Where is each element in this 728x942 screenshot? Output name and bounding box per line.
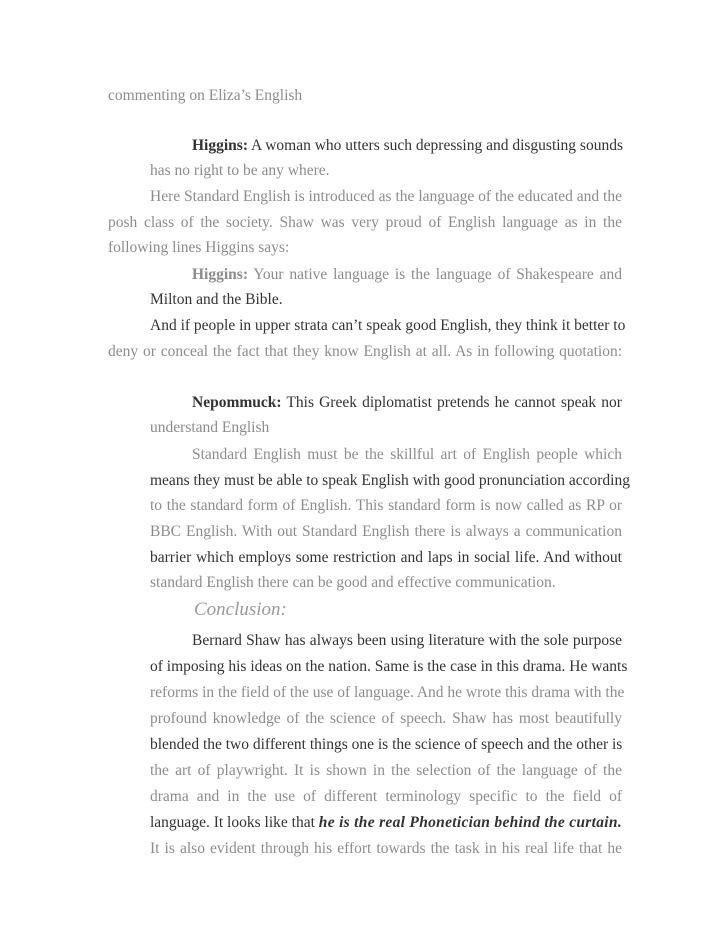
text-line: has no right to be any where. [150, 162, 330, 179]
text-line: commenting on Eliza’s English [108, 87, 303, 104]
quote-text: This Greek diplomatist pretends he cannot speak nor [286, 394, 622, 411]
text-line: Bernard Shaw has always been using literature with the sole purpose [192, 632, 622, 649]
text-line [150, 813, 622, 833]
text-line: reforms in the field of the use of language. And he wrote this drama with the [150, 684, 625, 701]
quote-text: Your native language is the language of Shakespeare and [253, 266, 622, 283]
speaker-name: Higgins: [192, 137, 248, 154]
text-line: the art of playwright. It is shown in the selection of the language of the [150, 762, 622, 779]
speaker-name: Nepommuck: [192, 394, 282, 411]
text-line: drama and in the use of different terminology specific to the field of [150, 788, 622, 805]
quote-line [192, 265, 622, 285]
speaker-name: Higgins: [192, 266, 248, 283]
text-line: deny or conceal the fact that they know English at all. As in following quotation: [108, 343, 622, 360]
text-line: Milton and the Bible. [150, 291, 283, 308]
text-line: following lines Higgins says: [108, 239, 290, 256]
text-line: of imposing his ideas on the nation. Same is the case in this drama. He wants [150, 658, 628, 675]
text-line: to the standard form of English. This standard form is now called as RP or [150, 497, 622, 514]
quote-line [192, 393, 622, 413]
text-line: Standard English must be the skillful art of English people which [192, 446, 622, 463]
text-line: barrier which employs some restriction and laps in social life. And without [150, 549, 622, 566]
text-line: BBC English. With out Standard English there is always a communication [150, 523, 622, 540]
emphasis-text: he is the real Phonetician behind the curtain. [318, 814, 622, 831]
section-heading: Conclusion: [194, 599, 287, 620]
quote-text: A woman who utters such depressing and disgusting sounds [251, 137, 623, 154]
text-line: posh class of the society. Shaw was very proud of English language as in the [108, 214, 622, 231]
text-line: Here Standard English is introduced as the language of the educated and the [150, 188, 622, 205]
quote-line [192, 136, 622, 156]
text-line: profound knowledge of the science of speech. Shaw has most beautifully [150, 710, 622, 727]
text-line: blended the two different things one is the science of speech and the other is [150, 736, 623, 753]
text-line: It is also evident through his effort towards the task in his real life that he [150, 840, 622, 857]
text-line: And if people in upper strata can’t speak good English, they think it better to [150, 317, 626, 334]
text-line: understand English [150, 419, 270, 436]
text-line: standard English there can be good and effective communication. [150, 574, 556, 591]
text-line: means they must be able to speak English with good pronunciation according [150, 472, 630, 489]
line-text: language. It looks like that [150, 814, 315, 831]
